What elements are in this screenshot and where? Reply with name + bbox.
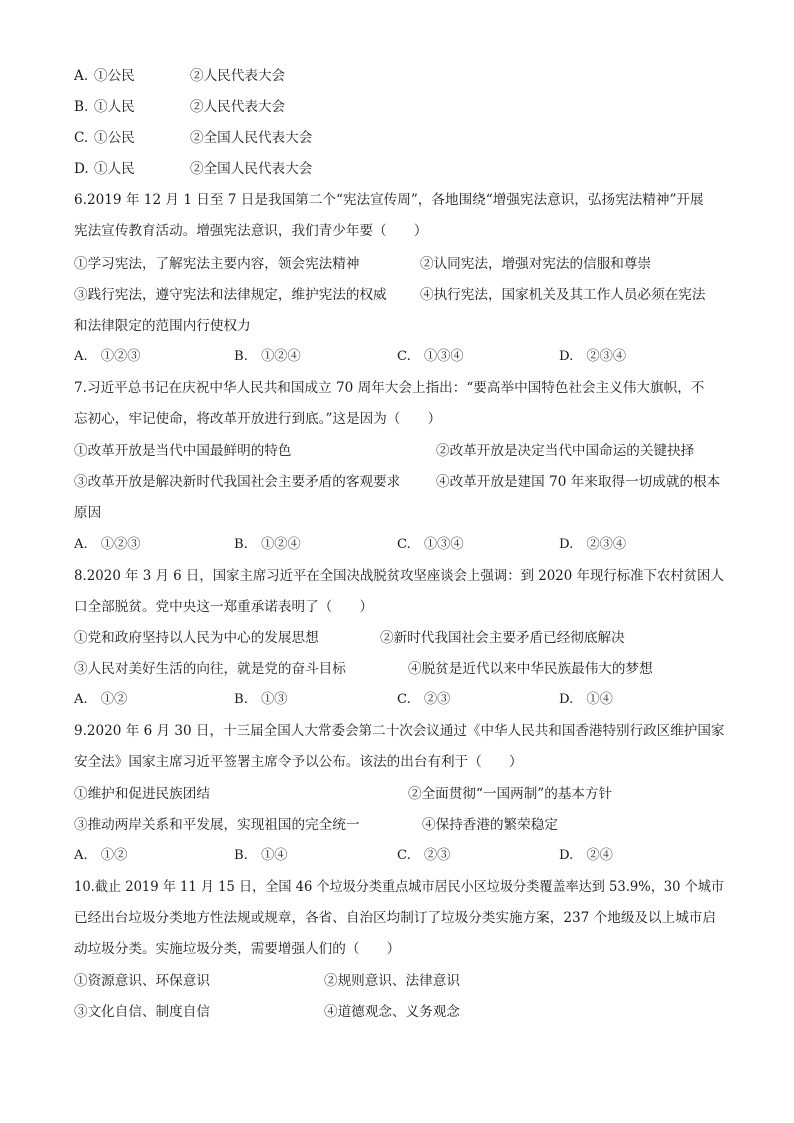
answer-d: D. ①④ bbox=[559, 692, 613, 707]
answer-c: C. ①③④ bbox=[397, 349, 464, 364]
q9-item-1: ①维护和促进民族团结 bbox=[74, 786, 210, 802]
option-label: C. bbox=[74, 130, 89, 146]
q6-item-4-cont: 和法律限定的范围内行使权力 bbox=[74, 318, 251, 334]
q10-item-3: ③文化自信、制度自信 bbox=[74, 1004, 210, 1020]
q6-stem-line-2: 宪法宣传教育活动。增强宪法意识，我们青少年要（ ） bbox=[74, 223, 428, 239]
q8-stem-line-2: 口全部脱贫。党中央这一郑重承诺表明了（ ） bbox=[74, 599, 374, 615]
answer-b: B. ①④ bbox=[234, 848, 288, 863]
answer-c: C. ①③④ bbox=[397, 537, 464, 552]
q5-option-d bbox=[74, 159, 313, 179]
q8-item-1: ①党和政府坚持以人民为中心的发展思想 bbox=[74, 630, 319, 646]
option-label: A. bbox=[74, 68, 89, 84]
q7-item-2: ②改革开放是决定当代中国命运的关键抉择 bbox=[436, 443, 695, 459]
q6-item-1: ①学习宪法，了解宪法主要内容，领会宪法精神 bbox=[74, 256, 360, 272]
option-first: ①公民 bbox=[94, 68, 135, 84]
q6-item-4: ④执行宪法，国家机关及其工作人员必须在宪法 bbox=[420, 287, 706, 303]
option-second: ②人民代表大会 bbox=[190, 68, 286, 84]
answer-b: B. ①②④ bbox=[234, 537, 301, 552]
answer-b: B. ①②④ bbox=[234, 349, 301, 364]
q7-item-3: ③改革开放是解决新时代我国社会主要矛盾的客观要求 bbox=[74, 474, 401, 490]
q8-item-3: ③人民对美好生活的向往，就是党的奋斗目标 bbox=[74, 661, 346, 677]
q9-item-2: ②全面贯彻“一国两制”的基本方针 bbox=[408, 786, 613, 802]
option-second: ②人民代表大会 bbox=[190, 99, 286, 115]
q5-option-b bbox=[74, 97, 286, 117]
q7-item-1: ①改革开放是当代中国最鲜明的特色 bbox=[74, 443, 292, 459]
answer-b: B. ①③ bbox=[234, 692, 288, 707]
q10-item-2: ②规则意识、法律意识 bbox=[324, 973, 460, 989]
option-first: ①人民 bbox=[94, 161, 135, 177]
answer-d: D. ②④ bbox=[559, 848, 613, 863]
q8-stem-line-1: 8.2020 年 3 月 6 日，国家主席习近平在全国决战脱贫攻坚座谈会上强调：到 2020 年现行标准下农村贫困人 bbox=[74, 568, 724, 584]
q10-item-4: ④道德观念、义务观念 bbox=[324, 1004, 460, 1020]
q6-item-2: ②认同宪法，增强对宪法的信服和尊崇 bbox=[420, 256, 652, 272]
q8-item-4: ④脱贫是近代以来中华民族最伟大的梦想 bbox=[408, 661, 653, 677]
q10-stem-line-1: 10.截止 2019 年 11 月 15 日，全国 46 个垃圾分类重点城市居民小区垃圾分类覆盖率达到 53.9%，30 个城市 bbox=[74, 879, 724, 895]
q9-item-3: ③推动两岸关系和平发展，实现祖国的完全统一 bbox=[74, 817, 360, 833]
option-first: ①人民 bbox=[94, 99, 135, 115]
q5-option-a bbox=[74, 66, 286, 86]
q7-item-4: ④改革开放是建国 70 年来取得一切成就的根本 bbox=[436, 474, 721, 490]
answer-a: A. ①② bbox=[74, 692, 128, 707]
q10-item-1: ①资源意识、环保意识 bbox=[74, 973, 210, 989]
answer-c: C. ②③ bbox=[397, 692, 451, 707]
option-label: D. bbox=[74, 161, 89, 177]
q9-stem-line-2: 安全法》国家主席习近平签署主席令予以公布。该法的出台有利于（ ） bbox=[74, 754, 523, 770]
answer-d: D. ②③④ bbox=[559, 537, 627, 552]
answer-a: A. ①②③ bbox=[74, 349, 141, 364]
answer-a: A. ①② bbox=[74, 848, 128, 863]
option-second: ②全国人民代表大会 bbox=[190, 161, 313, 177]
answer-a: A. ①②③ bbox=[74, 537, 141, 552]
q5-option-c bbox=[74, 128, 313, 148]
q7-item-4-cont: 原因 bbox=[74, 505, 102, 521]
q9-item-4: ④保持香港的繁荣稳定 bbox=[422, 817, 558, 833]
option-second: ②全国人民代表大会 bbox=[190, 130, 313, 146]
q6-stem-line-1: 6.2019 年 12 月 1 日至 7 日是我国第二个“宪法宣传周”，各地围绕“增强宪法意识，弘扬宪法精神”开展 bbox=[74, 192, 704, 208]
option-label: B. bbox=[74, 99, 89, 115]
answer-d: D. ②③④ bbox=[559, 349, 627, 364]
q6-item-3: ③践行宪法，遵守宪法和法律规定，维护宪法的权威 bbox=[74, 287, 387, 303]
q7-stem-line-2: 忘初心，牢记使命，将改革开放进行到底。”这是因为（ ） bbox=[74, 411, 442, 427]
q7-stem-line-1: 7.习近平总书记在庆祝中华人民共和国成立 70 周年大会上指出：“要高举中国特色社会主义伟大旗帜，不 bbox=[74, 380, 705, 396]
q10-stem-line-3: 动垃圾分类。实施垃圾分类，需要增强人们的（ ） bbox=[74, 941, 401, 957]
q9-stem-line-1: 9.2020 年 6 月 30 日，十三届全国人大常委会第二十次会议通过《中华人民共和国香港特别行政区维护国家 bbox=[74, 723, 725, 739]
q10-stem-line-2: 已经出台垃圾分类地方性法规或规章，各省、自治区均制订了垃圾分类实施方案，237 个地级及以上城市启 bbox=[74, 910, 716, 926]
option-first: ①公民 bbox=[94, 130, 135, 146]
q8-item-2: ②新时代我国社会主要矛盾已经彻底解决 bbox=[380, 630, 625, 646]
answer-c: C. ②③ bbox=[397, 848, 451, 863]
